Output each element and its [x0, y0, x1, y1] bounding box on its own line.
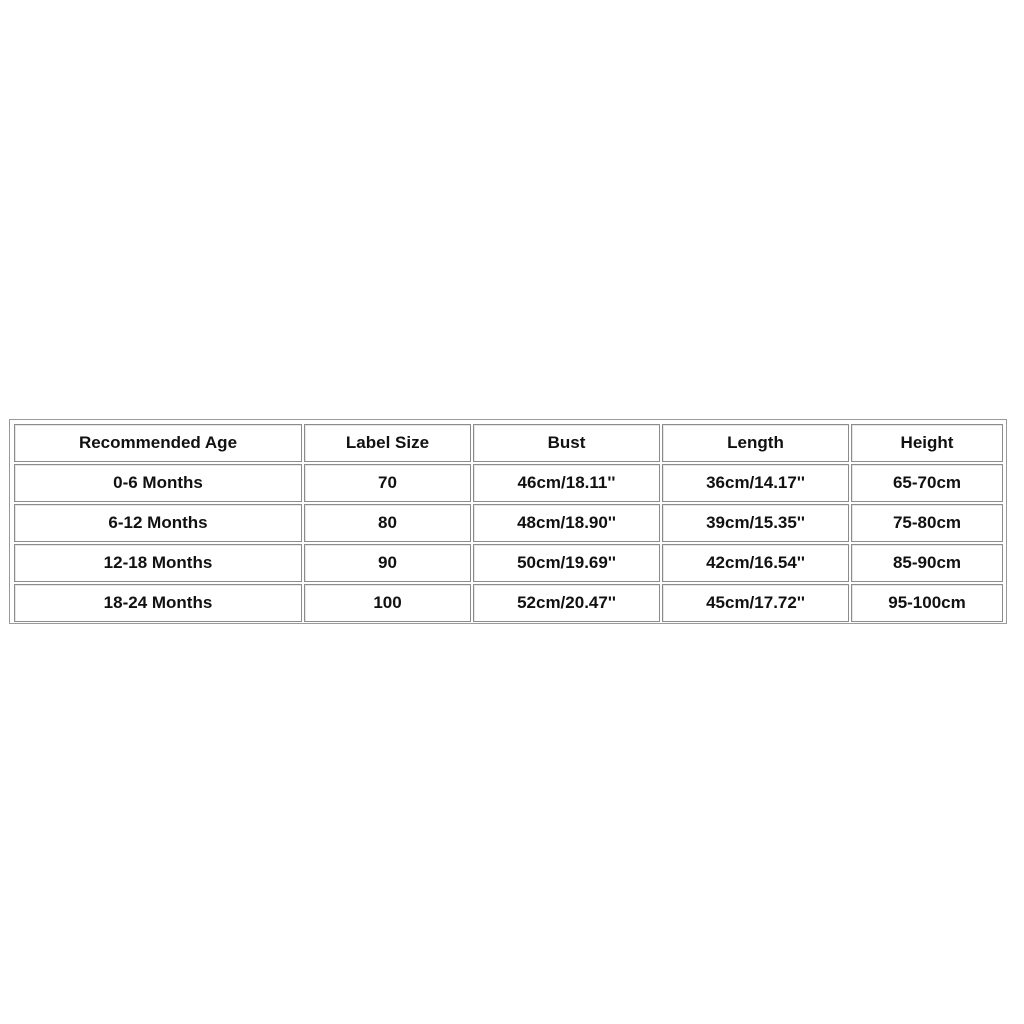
table-row	[14, 544, 1003, 582]
cell-length: 45cm/17.72''	[662, 584, 849, 622]
cell-length: 39cm/15.35''	[662, 504, 849, 542]
cell-bust: 52cm/20.47''	[473, 584, 660, 622]
cell-bust: 50cm/19.69''	[473, 544, 660, 582]
table-row	[14, 464, 1003, 502]
table-header-row	[14, 424, 1003, 462]
cell-bust: 46cm/18.11''	[473, 464, 660, 502]
cell-length: 42cm/16.54''	[662, 544, 849, 582]
cell-height: 75-80cm	[851, 504, 1003, 542]
cell-bust: 48cm/18.90''	[473, 504, 660, 542]
header-bust: Bust	[473, 424, 660, 462]
cell-label-size: 70	[304, 464, 471, 502]
cell-label-size: 80	[304, 504, 471, 542]
cell-height: 95-100cm	[851, 584, 1003, 622]
cell-age: 0-6 Months	[14, 464, 302, 502]
cell-label-size: 100	[304, 584, 471, 622]
table-row	[14, 504, 1003, 542]
header-length: Length	[662, 424, 849, 462]
size-chart-table	[12, 422, 1005, 624]
cell-label-size: 90	[304, 544, 471, 582]
header-height: Height	[851, 424, 1003, 462]
cell-length: 36cm/14.17''	[662, 464, 849, 502]
size-chart-table-container	[9, 419, 1007, 624]
table-row	[14, 584, 1003, 622]
cell-age: 18-24 Months	[14, 584, 302, 622]
cell-height: 65-70cm	[851, 464, 1003, 502]
cell-height: 85-90cm	[851, 544, 1003, 582]
cell-age: 12-18 Months	[14, 544, 302, 582]
header-label-size: Label Size	[304, 424, 471, 462]
cell-age: 6-12 Months	[14, 504, 302, 542]
header-recommended-age: Recommended Age	[14, 424, 302, 462]
